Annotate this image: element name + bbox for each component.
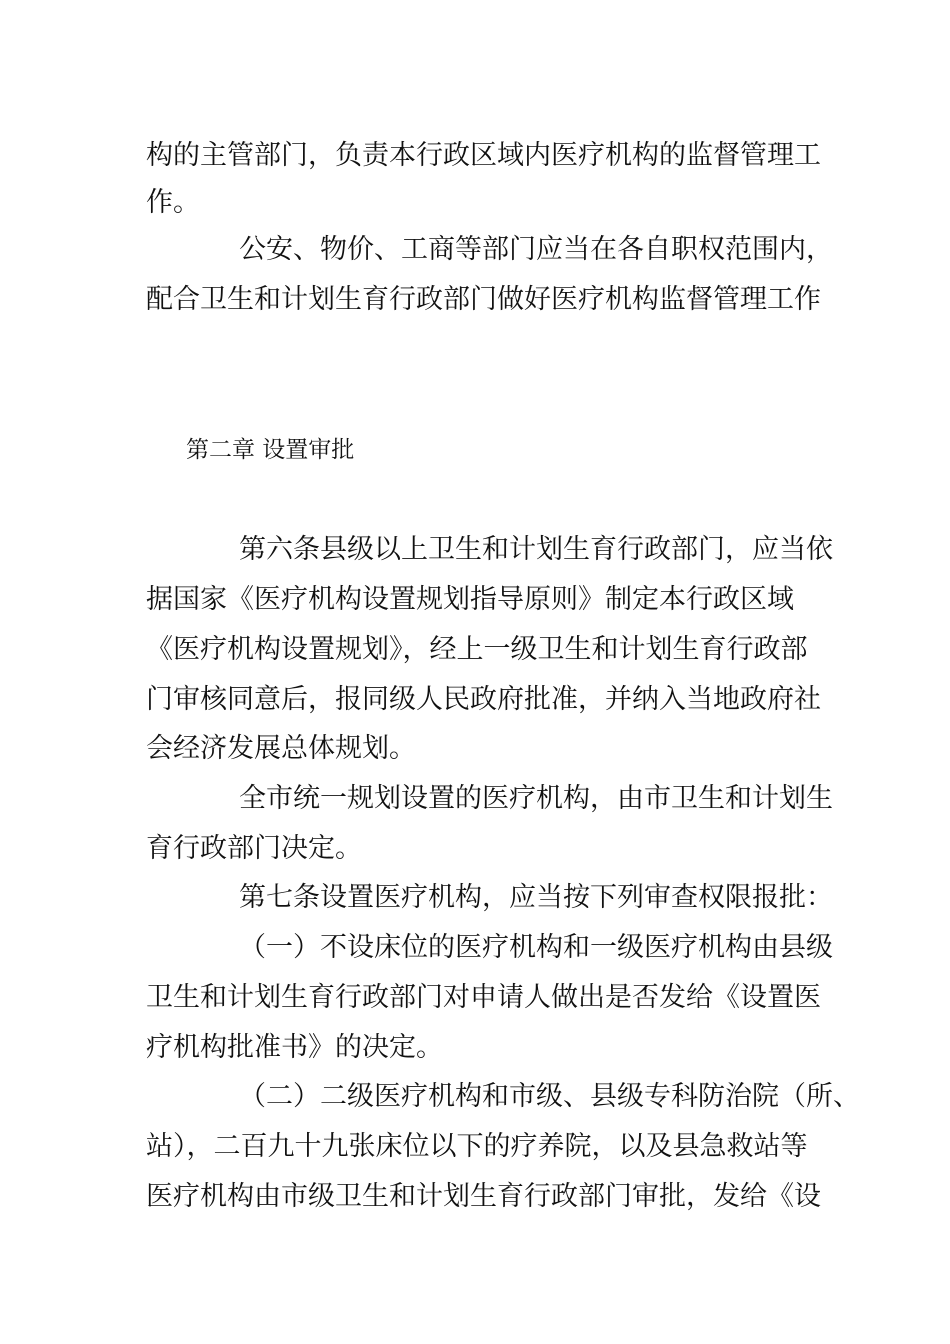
text-line-3: 公安、物价、工商等部门应当在各自职权范围内，	[239, 234, 833, 265]
text-line-2: 作。	[146, 187, 200, 218]
text-line-14: （一）不设床位的医疗机构和一级医疗机构由县级	[239, 932, 833, 963]
text-line-6: 第六条县级以上卫生和计划生育行政部门，应当依	[239, 534, 833, 565]
text-line-10: 会经济发展总体规划。	[146, 733, 416, 764]
text-line-13: 第七条设置医疗机构，应当按下列审查权限报批：	[239, 882, 833, 913]
text-line-18: 站），二百九十九张床位以下的疗养院，以及县急救站等	[146, 1131, 808, 1162]
chapter-heading: 第二章 设置审批	[186, 437, 355, 463]
text-line-9: 门审核同意后，报同级人民政府批准，并纳入当地政府社	[146, 684, 821, 715]
text-line-11: 全市统一规划设置的医疗机构，由市卫生和计划生	[239, 783, 833, 814]
text-line-4: 配合卫生和计划生育行政部门做好医疗机构监督管理工作	[146, 284, 821, 315]
text-line-16: 疗机构批准书》的决定。	[146, 1032, 443, 1063]
text-line-17: （二）二级医疗机构和市级、县级专科防治院（所、	[239, 1081, 860, 1112]
text-line-15: 卫生和计划生育行政部门对申请人做出是否发给《设置医	[146, 982, 821, 1013]
text-line-1: 构的主管部门，负责本行政区域内医疗机构的监督管理工	[146, 140, 821, 171]
text-line-8: 《医疗机构设置规划》，经上一级卫生和计划生育行政部	[146, 634, 808, 665]
text-line-12: 育行政部门决定。	[146, 833, 362, 864]
text-line-7: 据国家《医疗机构设置规划指导原则》制定本行政区域	[146, 584, 794, 615]
text-line-19: 医疗机构由市级卫生和计划生育行政部门审批，发给《设	[146, 1181, 821, 1212]
